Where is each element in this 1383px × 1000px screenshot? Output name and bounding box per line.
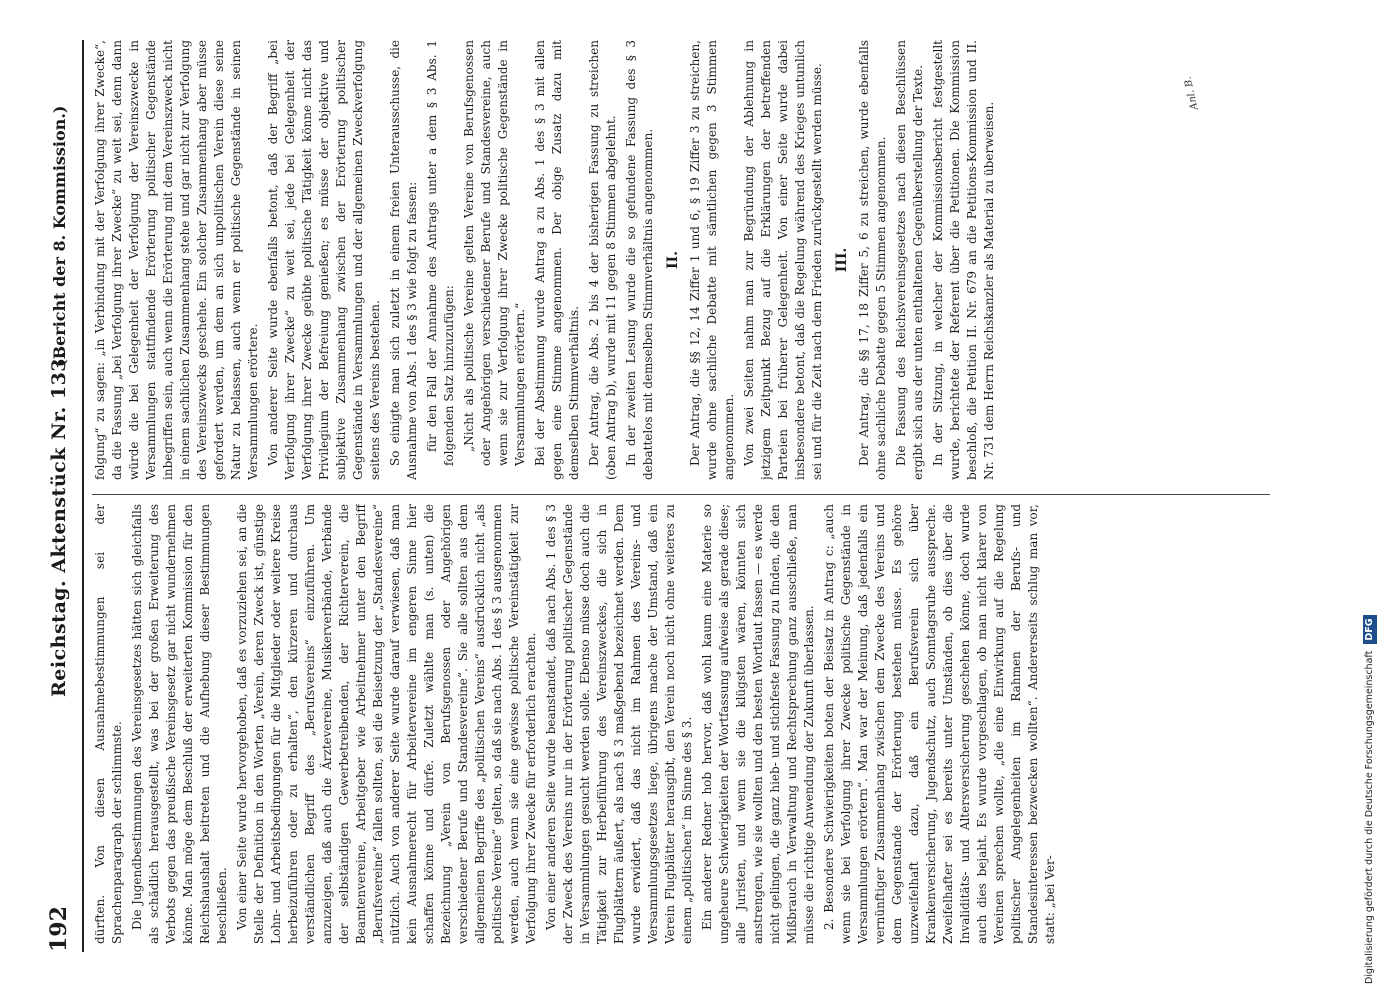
section-heading-ii: II. (665, 251, 681, 269)
dfg-credit (1363, 16, 1377, 984)
quoted-amendment: „Nicht als politische Vereine gelten Vereine von Berufsgenossen oder Angehörigen verschiedener Berufe und Standesvereine, auch wenn sie zur Verfolgung ihrer Zwecke politische Gegenstände in Versammlungen erörtern.“ (462, 40, 527, 466)
paragraph: folgung“ zu sagen: „in Verbindung mit der Verfolgung ihrer Zwecke“, da die Fassung „bei Verfolgung ihrer Zwecke“ zu weit sei, denn dann würde die bei Gelegenheit der Verfolgung der Vereinszwecke in Versammlungen stattfindende Erörterung politischer Gegenstände inbegriffen sein, auch wenn die Erörterung mit dem Vereinszweck nicht in einem sachlichen Zusammenhang stehe und gar nicht zur Verfolgung des Vereinszwecks geschehe. Ein solcher Zusammenhang aber müsse gefordert werden, um dem an sich unpolitischen Verein diese seine Natur zu belassen, auch wenn er politische Gegenstände in seinen Versammlungen erörtere. (93, 40, 260, 480)
paragraph: So einigte man sich zuletzt in einem freien Unterausschusse, die Ausnahme von Abs. 1 des § 3 wie folgt zu fassen: (388, 40, 419, 480)
paragraph: In der zweiten Lesung wurde die so gefundene Fassung des § 3 debattelos mit demselben Stimmverhältnis angenommen. (624, 40, 655, 480)
dfg-badge: DFG (1363, 615, 1377, 643)
paragraph: Die Fassung des Reichsvereinsgesetzes nach diesen Beschlüssen ergibt sich aus der unten enthaltenen Gegenüberstellung der Texte. (894, 40, 925, 480)
paragraph: für den Fall der Annahme des Antrags unter a dem § 3 Abs. 1 folgenden Satz hinzuzufügen: (425, 40, 456, 466)
paragraph: Der Antrag, die Abs. 2 bis 4 der bisherigen Fassung zu streichen (oben Antrag b), wurde mit 11 gegen 8 Stimmen abgelehnt. (587, 40, 618, 480)
paragraph: Von zwei Seiten nahm man zur Begründung der Ablehnung in jetzigem Zeitpunkt Bezug auf die Erklärungen der betreffenden Parteien bei früherer Gelegenheit. Von einer Seite wurde dabei insbesondere betont, daß die Regelung während des Krieges untunlich sei und für die Zeit nach dem Frieden zurückgestellt werden müsse. (742, 40, 824, 480)
handwritten-margin-note: Anl. B. (1182, 75, 1201, 111)
paragraph: Der Antrag, die §§ 12, 14 Ziffer 1 und 6, § 19 Ziffer 3 zu streichen, wurde ohne sachliche Debatte mit sämtlichen gegen 3 Stimmen angenommen. (688, 40, 736, 480)
document-title: Reichstag. Aktenstück Nr. 133. (48, 350, 70, 697)
page-number: 192 (46, 906, 72, 952)
paragraph: Ein anderer Redner hob hervor, daß wohl kaum eine Materie so ungeheure Schwierigkeiten der Wortfassung aufweise als gerade diese; alle Juristen, und wenn sie die klügsten wären, könnten sich anstrengen, wie sie wollten und den besten Wortlaut fassen — es werde nicht gelingen, die ganz hieb- und stichfeste Fassung zu finden, die den Mißbrauch in Verwaltung und Rechtsprechung ganz ausschließe, man müsse die richtige Anwendung der Zukunft überlassen. (700, 504, 816, 944)
paragraph: In der Sitzung, in welcher der Kommissionsbericht festgestellt wurde, berichtete der Referent über die Petitionen. Die Kommission beschloß, die Petition II. Nr. 679 an die Petitions-Kommission und II. Nr. 731 dem Herrn Reichskanzler als Material zu überweisen. (931, 40, 996, 480)
section-heading-iii: III. (834, 247, 850, 273)
page-header (44, 40, 76, 952)
paragraph: Von einer Seite wurde hervorgehoben, daß es vorzuziehen sei, an die Stelle der Definition in den Worten „Verein, deren Zweck ist, günstige Lohn- und Arbeitsbedingungen für die Mitglieder oder weitere Kreise herbeizuführen oder zu erhalten“, den kürzeren und durchaus verständlichen Begriff des „Berufsvereins“ einzuführen. Um anzuzeigen, daß auch die Ärztevereine, Musikerverbände, Verbände der selbständigen Gewerbetreibenden, der Richterverein, die Beamtenvereine, Arbeitgeber wie Arbeitnehmer unter den Begriff „Berufsvereine“ fallen sollten, sei die Beisetzung der „Standesvereine“ nützlich. Auch von anderer Seite wurde darauf verwiesen, daß man kein Ausnahmerecht für Arbeitervereine im engeren Sinne hier schaffen könne und dürfe. Zuletzt wählte man (s. unten) die Bezeichnung „Verein von Berufsgenossen oder Angehörigen verschiedener Berufe und Standesvereine“. Sie alle sollten aus dem allgemeinen Begriffe des „politischen Vereins“ ausdrücklich nicht „als politische Vereine“ gelten, so daß sie nach Abs. 1 des § 3 ausgenommen werden, auch wenn sie eine gewisse politische Vereinstätigkeit zur Verfolgung ihrer Zwecke für erforderlich erachten. (235, 504, 538, 944)
section-title: (Bericht der 8. Kommission.) (50, 105, 69, 367)
credit-text: Digitalisierung gefördert durch die Deutsche Forschungsgemeinschaft (1364, 650, 1375, 984)
paragraph: Der Antrag, die §§ 17, 18 Ziffer 5, 6 zu streichen, wurde ebenfalls ohne sachliche Debatte gegen 5 Stimmen angenommen. (857, 40, 888, 480)
right-column (92, 40, 1272, 480)
paragraph: Von anderer Seite wurde ebenfalls betont, daß der Begriff „bei Verfolgung ihrer Zwecke“ zu weit sei, jede bei Gelegenheit der Verfolgung ihrer Zwecke geübte politische Tätigkeit könne nicht das Privilegium der Befreiung genießen; es müsse der objektive und subjektive Zusammenhang zwischen der Erörterung politischer Gegenstände in Versammlungen und der allgemeinen Zweckverfolgung seitens des Vereins bestehen. (266, 40, 382, 480)
paragraph: Die Jugendbestimmungen des Vereinsgesetzes hätten sich gleichfalls als schädlich herausgestellt, was bei der großen Erweiterung des Verbots gegen das preußische Vereinsgesetz gar nicht wundernehmen könne. Man möge dem Beschluß der erweiterten Kommission für den Reichshaushalt beitreten und die Aufhebung dieser Bestimmungen beschließen. (130, 504, 229, 944)
paragraph: Bei der Abstimmung wurde Antrag a zu Abs. 1 des § 3 mit allen gegen eine Stimme angenommen. Der obige Zusatz dazu mit demselben Stimmverhältnis. (533, 40, 581, 480)
left-column (92, 504, 1272, 944)
paragraph: 2. Besondere Schwierigkeiten boten der Beisatz in Antrag c: „auch wenn sie bei Verfolgung ihrer Zwecke politische Gegenstände in Versammlungen erörtern“. Man war der Meinung, daß jedenfalls ein vernünftiger Zusammenhang zwischen dem Zwecke des Vereins und dem Gegenstande der Erörterung bestehen müsse. Es gehöre unzweifelhaft dazu, daß ein Berufsverein sich über Krankenversicherung, Jugendschutz, auch Sonntagsruhe ausspreche. Zweifelhafter sei es bereits unter Umständen, ob dies über die Invaliditäts- und Altersversicherung geschehen könne, doch wurde auch dies bejaht. Es wurde vorgeschlagen, ob man nicht klarer von Vereinen sprechen wollte, „die eine Einwirkung auf die Regelung politischer Angelegenheiten im Rahmen der Berufs- und Standesinteressen bezwecken wollten“. Andererseits schlug man vor, statt: „bei Ver- (822, 504, 1057, 944)
header-rule (82, 40, 84, 952)
paragraph: Von einer anderen Seite wurde beanstandet, daß nach Abs. 1 des § 3 der Zweck des Vereins nur in der Erörterung politischer Gegenstände in Versammlungen gesucht werden solle. Ebenso müsse doch auch die Tätigkeit zur Herbeiführung des Vereinszweckes, die sich in Flugblättern äußert, als nach § 3 maßgebend bezeichnet werden. Dem wurde erwidert, daß das nicht im Rahmen des Vereins- und Versammlungsgesetzes liege, übrigens mache der Umstand, daß ein Verein Flugblätter herausgibt, den Verein noch nicht ohne weiteres zu einem „politischen“ im Sinne des § 3. (544, 504, 694, 944)
paragraph: dürften. Von diesen Ausnahmebestimmungen sei der Sprachenparagraph der schlimmste. (93, 504, 124, 944)
column-divider (92, 494, 1270, 495)
